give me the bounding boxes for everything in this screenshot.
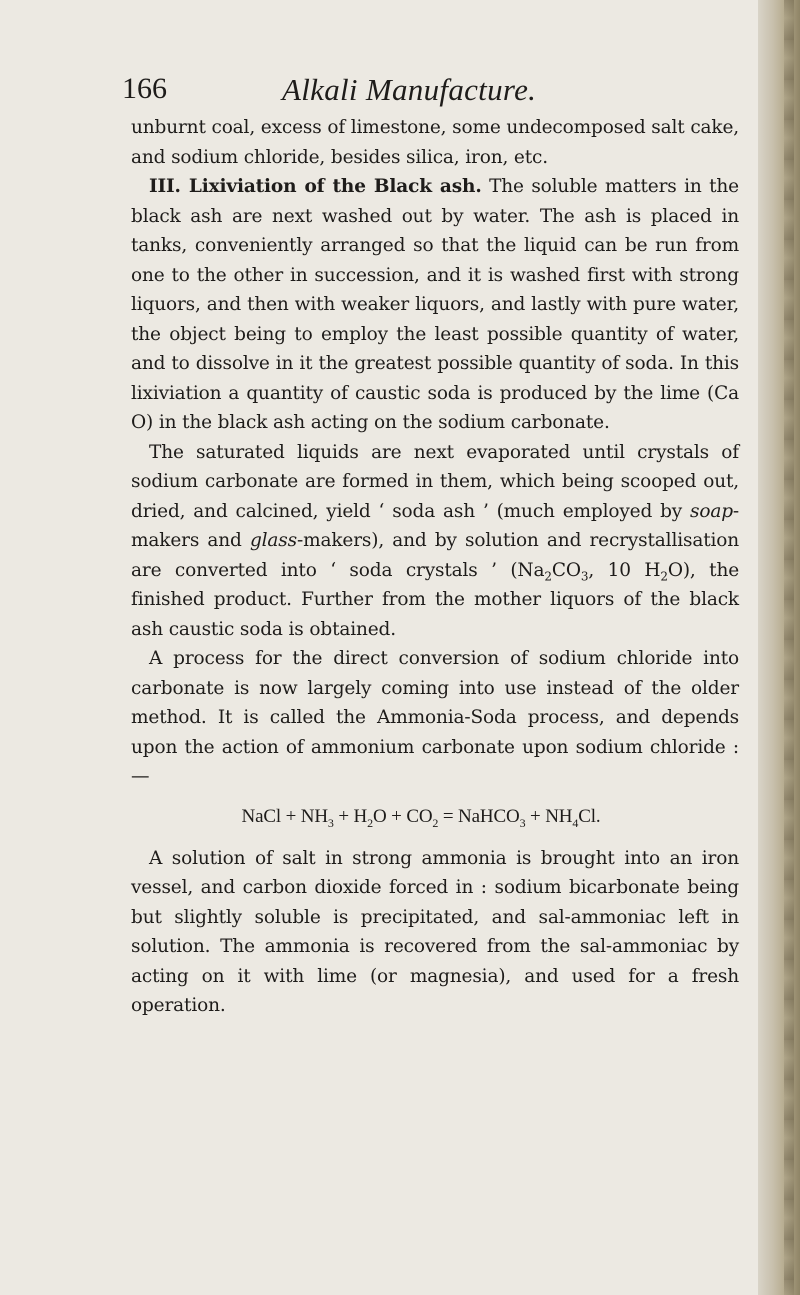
running-title: Alkali Manufacture.: [282, 72, 537, 107]
section-heading: III. Lixiviation of the Black ash.: [149, 176, 482, 197]
paragraph-lixiviation: [131, 172, 739, 438]
subscript: 3: [519, 815, 526, 830]
emphasis-glass: glass: [249, 530, 297, 551]
subscript: 2: [367, 815, 373, 830]
paragraph-evaporation: [131, 438, 739, 645]
text-run: CO: [551, 559, 581, 581]
equation-part: NaCl + NH: [241, 805, 328, 827]
chemical-equation: [131, 802, 739, 832]
equation-part: O + CO: [372, 805, 433, 827]
emphasis-soap: soap: [689, 500, 733, 522]
page-number: 166: [122, 72, 167, 105]
paragraph-ammonia-soda: A process for the direct conversion of sodium chloride into carbonate is now largely coming into use instead of the older method. It is called the Ammonia-Soda process, and depends upon the action of ammonium carbonate upon sodium chloride :—: [131, 648, 739, 787]
subscript: 2: [544, 569, 552, 584]
page-header: [122, 72, 742, 112]
equation-part: + NH: [525, 805, 573, 827]
subscript: 3: [580, 569, 589, 584]
text-run: The saturated liquids are next evaporated until crystals of sodium carbonate are formed in them, which being scooped out, dried, and calcined, yield ‘ soda ash ’ (much employed by: [131, 441, 739, 522]
body-text: [131, 113, 739, 1021]
text-run: , 10 H: [588, 559, 661, 581]
page-edge-shadow: [758, 0, 800, 1295]
text-run: O), the finished product. Further from the mother liquors of the black ash caustic soda is obtained.: [131, 559, 740, 640]
equation-part: + H: [333, 805, 368, 827]
paragraph-process-description: A solution of salt in strong ammonia is brought into an iron vessel, and carbon dioxide forced in : sodium bicarbonate being but slightly soluble is precipitated, and sal-ammoniac left in solution. The ammonia is recovered from the sal-ammoniac by acting on it with lime (or magnesia), and used for a fresh operation.: [131, 847, 739, 1016]
text-run: -makers and: [131, 500, 739, 551]
subscript: 2: [432, 815, 439, 830]
subscript: 4: [572, 815, 579, 830]
paragraph-lixiviation-body: The soluble matters in the black ash are next washed out by water. The ash is placed in tanks, conveniently arranged so that the liquid can be run from one to the other in succession, and it is washed first with strong liquors, and then with weaker liquors, and lastly with pure water, the object being to employ the least possible quantity of water, and to dissolve in it the greatest possible quantity of soda. In this lixiviation a quantity of caustic soda is produced by the lime (Ca O) in the black ash acting on the sodium carbonate.: [131, 176, 739, 433]
equation-part: Cl.: [578, 805, 601, 827]
paragraph-continuation: unburnt coal, excess of limestone, some undecomposed salt cake, and sodium chloride, besides silica, iron, etc.: [131, 117, 739, 168]
text-run: -makers), and by solution and recrystallisation are converted into ‘ soda crystals ’ (Na: [131, 530, 740, 581]
equation-part: = NaHCO: [438, 805, 520, 827]
subscript: 3: [327, 815, 334, 830]
subscript: 2: [660, 569, 668, 584]
